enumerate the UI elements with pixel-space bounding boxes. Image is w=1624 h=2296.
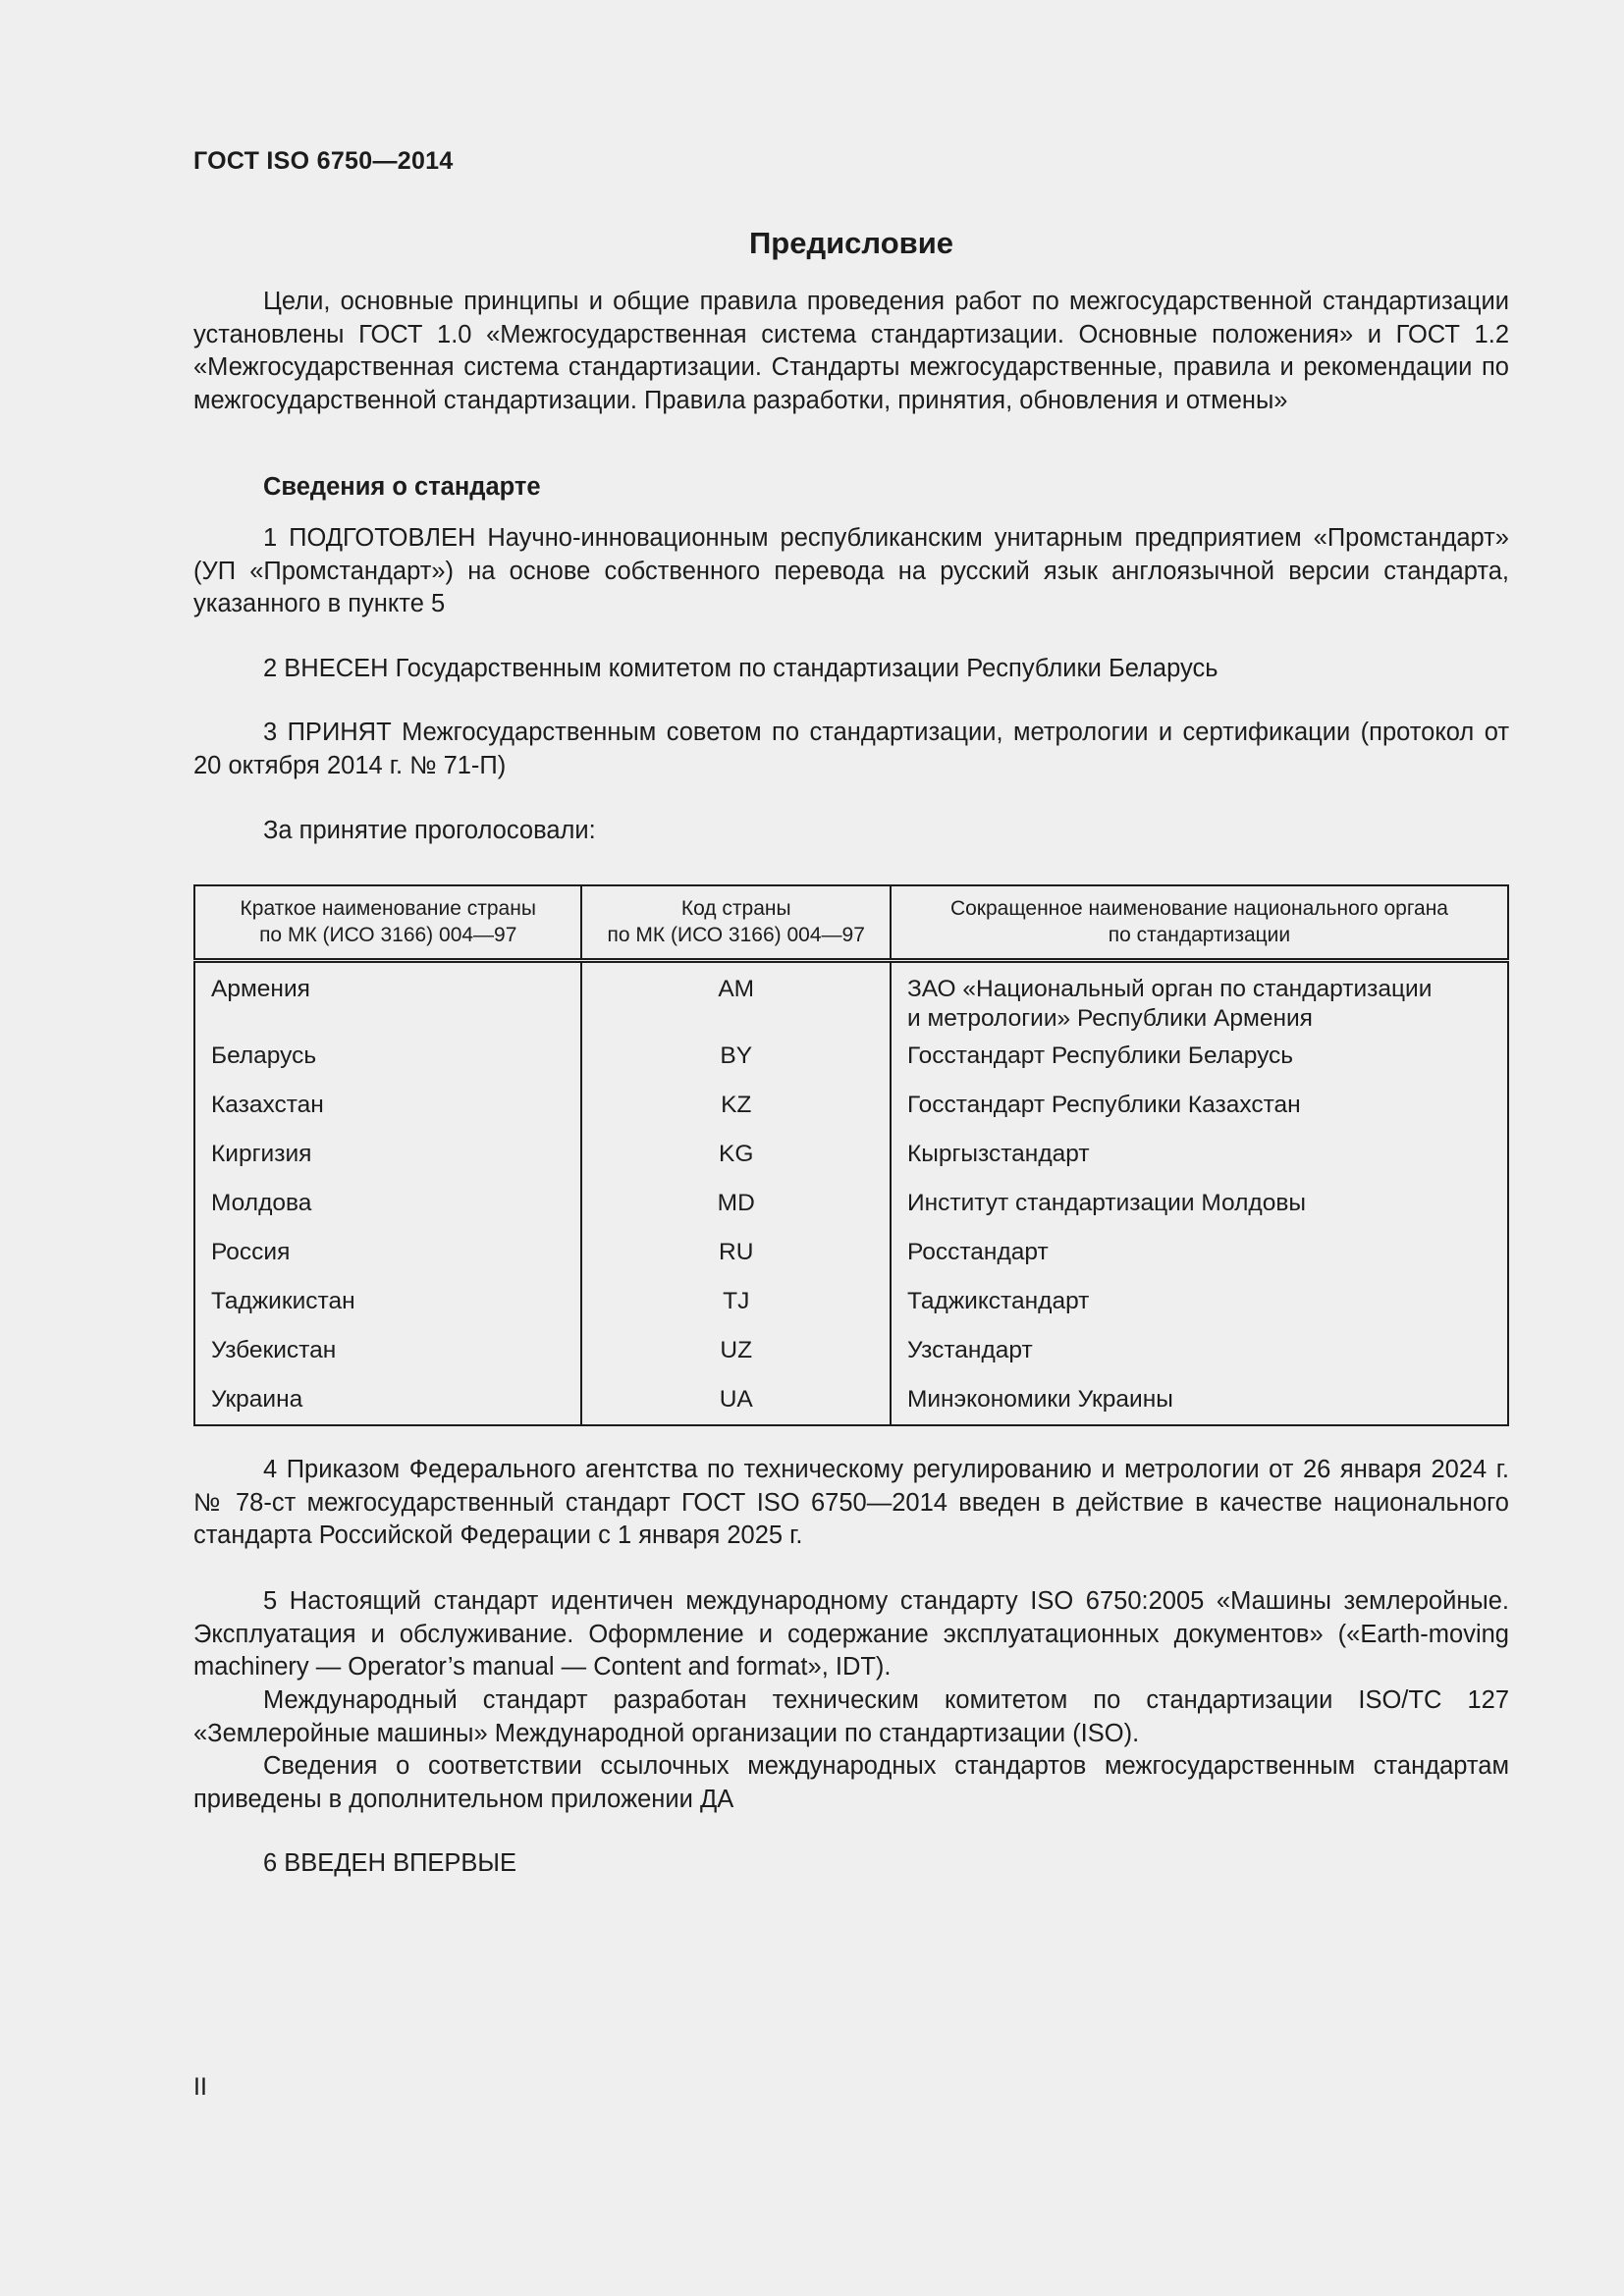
body-cell: Таджикстандарт xyxy=(891,1287,1508,1336)
table-row xyxy=(194,1336,1508,1385)
item-1-paragraph: 1 ПОДГОТОВЛЕН Научно-инновационным республиканским унитарным предприятием «Промстандарт» (УП «Промстандарт») на основе собственного перевода на русский язык англоязычной версии стандарта, указанного в пункте 5 xyxy=(193,524,1509,617)
code-cell: KZ xyxy=(581,1091,890,1140)
country-cell: Молдова xyxy=(194,1189,581,1238)
table-row xyxy=(194,1041,1508,1091)
table-row xyxy=(194,961,1508,1042)
page-number: II xyxy=(193,2073,207,2101)
code-cell: BY xyxy=(581,1041,890,1091)
item-6-paragraph: 6 ВВЕДЕН ВПЕРВЫЕ xyxy=(263,1849,517,1877)
table-row xyxy=(194,1287,1508,1336)
header-code-label: Код страны по МК (ИСО 3166) 004—97 xyxy=(607,897,865,946)
country-cell: Россия xyxy=(194,1238,581,1287)
country-cell: Армения xyxy=(194,961,581,1042)
item-5-paragraph: 5 Настоящий стандарт идентичен международному стандарту ISO 6750:2005 «Машины землеройные. Эксплуатация и обслуживание. Оформление и содержание эксплуатационных документов» («Earth-moving machinery — Operator’s manual — Content and format», IDT). xyxy=(193,1587,1509,1681)
item-3-paragraph: 3 ПРИНЯТ Межгосударственным советом по стандартизации, метрологии и сертификации (протокол от 20 октября 2014 г. № 71-П) xyxy=(193,719,1509,779)
body-cell: Госстандарт Республики Казахстан xyxy=(891,1091,1508,1140)
code-cell: KG xyxy=(581,1140,890,1189)
vote-intro: За принятие проголосовали: xyxy=(263,817,596,844)
body-cell: Минэкономики Украины xyxy=(891,1385,1508,1425)
table-header-body xyxy=(891,885,1508,961)
code-cell: TJ xyxy=(581,1287,890,1336)
body-cell: Узстандарт xyxy=(891,1336,1508,1385)
item-2-paragraph: 2 ВНЕСЕН Государственным комитетом по стандартизации Республики Беларусь xyxy=(263,655,1218,682)
country-cell: Беларусь xyxy=(194,1041,581,1091)
intro-paragraph: Цели, основные принципы и общие правила проведения работ по межгосударственной стандартизации установлены ГОСТ 1.0 «Межгосударственная система стандартизации. Основные положения» и ГОСТ 1.2 «Межгосударственная система стандартизации. Стандарты межгосударственные, правила и рекомендации по межгосударственной стандартизации. Правила разработки, принятия, обновления и отмены» xyxy=(193,288,1509,414)
country-cell: Таджикистан xyxy=(194,1287,581,1336)
item-4-paragraph: 4 Приказом Федерального агентства по техническому регулированию и метрологии от 26 января 2024 г. № 78-ст межгосударственный стандарт ГОСТ ISO 6750—2014 введен в действие в качестве национального стандарта Российской Федерации с 1 января 2025 г. xyxy=(193,1456,1509,1549)
section-heading: Сведения о стандарте xyxy=(263,473,541,501)
header-country-label: Краткое наименование страны по МК (ИСО 3166) 004—97 xyxy=(240,897,536,946)
country-cell: Киргизия xyxy=(194,1140,581,1189)
code-cell: MD xyxy=(581,1189,890,1238)
country-cell: Казахстан xyxy=(194,1091,581,1140)
code-cell: AM xyxy=(581,961,890,1042)
table-header-code xyxy=(581,885,890,961)
body-cell: ЗАО «Национальный орган по стандартизации и метрологии» Республики Армения xyxy=(891,961,1508,1042)
code-cell: UA xyxy=(581,1385,890,1425)
item-5-references-paragraph: Сведения о соответствии ссылочных международных стандартов межгосударственным стандартам приведены в дополнительном приложении ДА xyxy=(193,1752,1509,1813)
table-row xyxy=(194,1140,1508,1189)
body-cell: Росстандарт xyxy=(891,1238,1508,1287)
country-cell: Узбекистан xyxy=(194,1336,581,1385)
table-row xyxy=(194,1385,1508,1425)
page-title: Предисловие xyxy=(748,226,953,260)
table-row xyxy=(194,1091,1508,1140)
country-cell: Украина xyxy=(194,1385,581,1425)
body-cell: Кыргызстандарт xyxy=(891,1140,1508,1189)
member-states-table xyxy=(193,884,1509,1426)
body-cell: Госстандарт Республики Беларусь xyxy=(891,1041,1508,1091)
table-header-row xyxy=(194,885,1508,961)
item-5-committee-paragraph: Международный стандарт разработан техническим комитетом по стандартизации ISO/TC 127 «Землеройные машины» Международной организации по стандартизации (ISO). xyxy=(193,1686,1509,1747)
document-code: ГОСТ ISO 6750—2014 xyxy=(193,147,454,175)
code-cell: RU xyxy=(581,1238,890,1287)
table-row xyxy=(194,1189,1508,1238)
table-header-country xyxy=(194,885,581,961)
table-row xyxy=(194,1238,1508,1287)
body-cell: Институт стандартизации Молдовы xyxy=(891,1189,1508,1238)
header-body-label: Сокращенное наименование национального органа по стандартизации xyxy=(949,897,1448,946)
code-cell: UZ xyxy=(581,1336,890,1385)
